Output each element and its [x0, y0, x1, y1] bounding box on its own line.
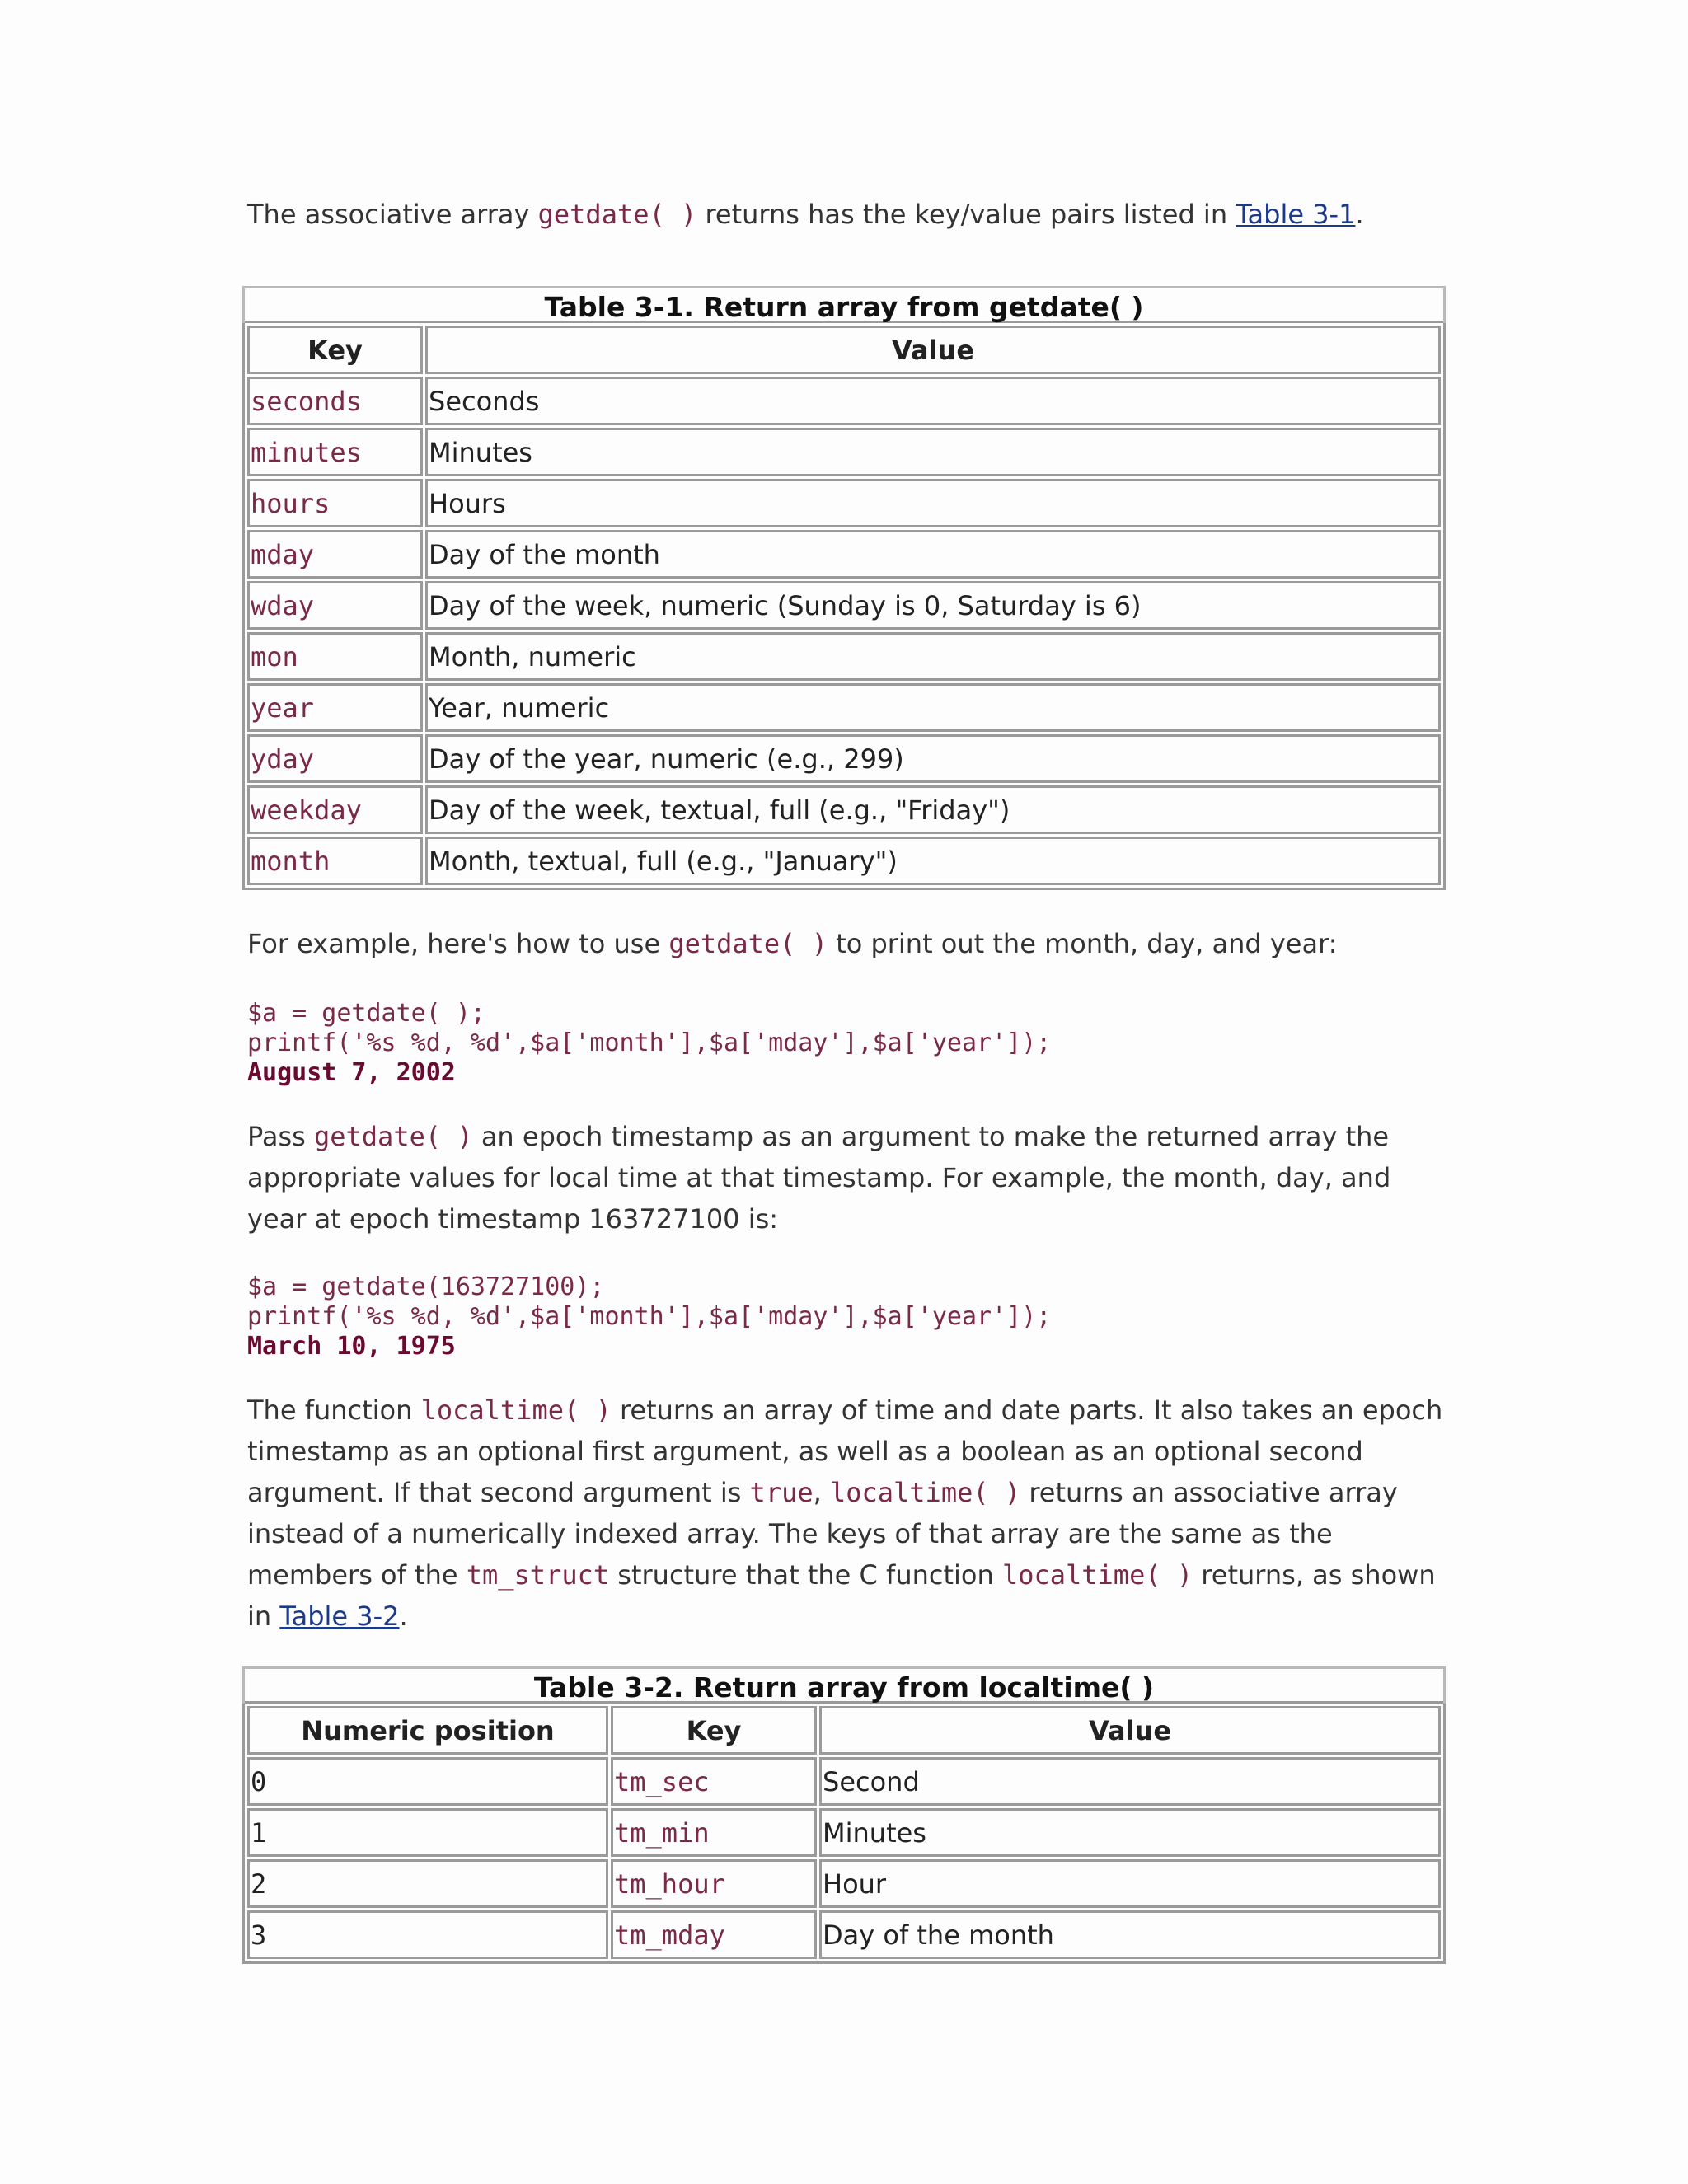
code-output: March 10, 1975	[247, 1332, 456, 1361]
key-cell: tm_mday	[611, 1910, 817, 1959]
getdate-code: getdate( )	[537, 199, 697, 230]
column-header: Value	[425, 326, 1441, 374]
table-row	[247, 428, 1441, 476]
key-cell: tm_hour	[611, 1859, 817, 1908]
table-row	[247, 1808, 1441, 1857]
table-3-1-link[interactable]: Table 3-1	[1236, 199, 1356, 230]
key-cell: seconds	[247, 377, 423, 425]
table-row	[247, 683, 1441, 732]
table-row	[247, 530, 1441, 579]
table-caption: Table 3-2. Return array from localtime( )	[242, 1666, 1446, 1704]
value-cell: Minutes	[425, 428, 1441, 476]
getdate-table	[242, 286, 1446, 890]
key-cell: yday	[247, 734, 423, 783]
column-header: Numeric position	[247, 1706, 608, 1755]
value-cell: Day of the month	[819, 1910, 1441, 1959]
table-row	[247, 581, 1441, 630]
table-row	[247, 377, 1441, 425]
localtime-table	[242, 1666, 1446, 1964]
column-header: Key	[611, 1706, 817, 1755]
key-cell: mday	[247, 530, 423, 579]
key-cell: mon	[247, 632, 423, 681]
position-cell: 2	[247, 1859, 608, 1908]
column-header: Key	[247, 326, 423, 374]
table-header-row	[247, 326, 1441, 374]
table-header-row	[247, 1706, 1441, 1755]
localtime-paragraph: The function localtime( ) returns an array of time and date parts. It also takes an epoch timestamp as an optional first argument, as well as a boolean as an optional second argument. If that second argument is true, localtime( ) returns an associative array instead of a numerically indexed array. The keys of that array are the same as the members of the tm_struct structure that the C function localtime( ) returns, as shown in Table 3-2.	[247, 1394, 1443, 1632]
value-cell: Minutes	[819, 1808, 1441, 1857]
value-cell: Year, numeric	[425, 683, 1441, 732]
code-output: August 7, 2002	[247, 1058, 456, 1087]
position-cell: 1	[247, 1808, 608, 1857]
table-row	[247, 479, 1441, 527]
code-example-2: $a = getdate(163727100); printf('%s %d, %d',$a['month'],$a['mday'],$a['year']); March 10, 1975	[247, 1272, 1052, 1361]
getdate-code: getdate( )	[313, 1121, 473, 1152]
table-row	[247, 1910, 1441, 1959]
table-3-2-link[interactable]: Table 3-2	[279, 1601, 400, 1632]
value-cell: Day of the month	[425, 530, 1441, 579]
value-cell: Hour	[819, 1859, 1441, 1908]
pass-paragraph: Pass getdate( ) an epoch timestamp as an argument to make the returned array the appropriate values for local time at that timestamp. For example, the month, day, and year at epoch timestamp 163727100 is:	[247, 1121, 1391, 1235]
getdate-code: getdate( )	[668, 928, 828, 959]
key-cell: month	[247, 837, 423, 885]
value-cell: Month, textual, full (e.g., "January")	[425, 837, 1441, 885]
key-cell: tm_min	[611, 1808, 817, 1857]
example-paragraph: For example, here's how to use getdate( ) to print out the month, day, and year:	[247, 928, 1338, 959]
value-cell: Day of the week, numeric (Sunday is 0, Saturday is 6)	[425, 581, 1441, 630]
intro-paragraph: The associative array getdate( ) returns has the key/value pairs listed in Table 3-1.	[247, 199, 1364, 230]
table-row	[247, 1757, 1441, 1806]
key-cell: tm_sec	[611, 1757, 817, 1806]
value-cell: Hours	[425, 479, 1441, 527]
position-cell: 0	[247, 1757, 608, 1806]
value-cell: Day of the week, textual, full (e.g., "Friday")	[425, 785, 1441, 834]
column-header: Value	[819, 1706, 1441, 1755]
key-cell: weekday	[247, 785, 423, 834]
key-cell: wday	[247, 581, 423, 630]
key-cell: minutes	[247, 428, 423, 476]
value-cell: Seconds	[425, 377, 1441, 425]
table-row	[247, 1859, 1441, 1908]
table-row	[247, 632, 1441, 681]
code-example-1: $a = getdate( ); printf('%s %d, %d',$a['month'],$a['mday'],$a['year']); August 7, 2002	[247, 999, 1052, 1087]
position-cell: 3	[247, 1910, 608, 1959]
value-cell: Second	[819, 1757, 1441, 1806]
table-row	[247, 785, 1441, 834]
key-cell: year	[247, 683, 423, 732]
value-cell: Day of the year, numeric (e.g., 299)	[425, 734, 1441, 783]
value-cell: Month, numeric	[425, 632, 1441, 681]
page-content	[247, 194, 1447, 1964]
table-row	[247, 837, 1441, 885]
table-row	[247, 734, 1441, 783]
table-caption: Table 3-1. Return array from getdate( )	[242, 286, 1446, 323]
key-cell: hours	[247, 479, 423, 527]
